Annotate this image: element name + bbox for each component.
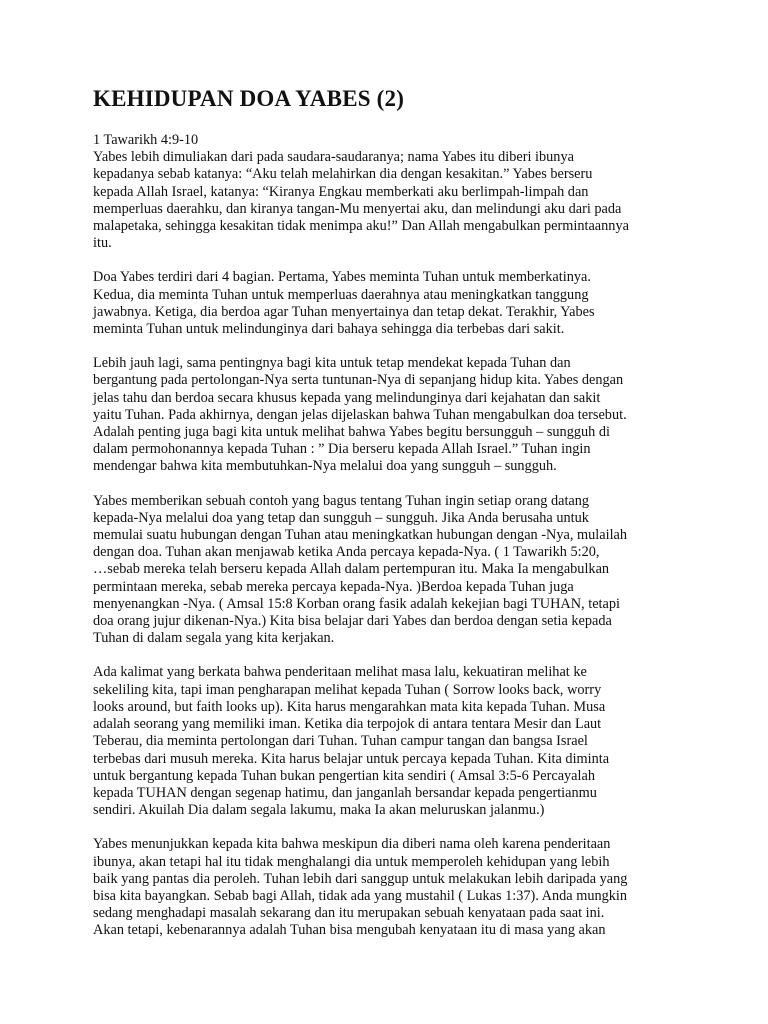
paragraph bbox=[93, 132, 668, 252]
text-line: sekeliling kita, tapi iman pengharapan melihat kepada Tuhan ( Sorrow looks back, worry bbox=[93, 681, 602, 698]
paragraph bbox=[93, 355, 668, 475]
text-line: dalam permohonannya kepada Tuhan : ” Dia berseru kepada Allah Israel.” Tuhan ingin bbox=[93, 441, 591, 458]
text-line: looks around, but faith looks up). Kita harus mengarahkan mata kita kepada Tuhan. Musa bbox=[93, 698, 606, 715]
paragraph bbox=[93, 664, 668, 819]
text-line: adalah seorang yang memiliki iman. Ketika dia terpojok di antara tentara Mesir dan Laut bbox=[93, 716, 602, 733]
text-line: Adalah penting juga bagi kita untuk melihat bahwa Yabes begitu bersungguh – sungguh di bbox=[93, 424, 610, 441]
text-line: mendengar bahwa kita membutuhkan-Nya melalui doa yang sungguh – sungguh. bbox=[93, 458, 557, 475]
text-line: kepada Allah Israel, katanya: “Kiranya Engkau memberkati aku berlimpah-limpah dan bbox=[93, 183, 589, 200]
text-line: 1 Tawarikh 4:9-10 bbox=[93, 132, 199, 148]
text-line: dengan doa. Tuhan akan menjawab ketika Anda percaya kepada-Nya. ( 1 Tawarikh 5:20, bbox=[93, 544, 600, 561]
text-line: bisa kita bayangkan. Sebab bagi Allah, tidak ada yang mustahil ( Lukas 1:37). Anda mungkin bbox=[93, 887, 628, 904]
text-line: baik yang pantas dia peroleh. Tuhan lebih dari sanggup untuk melakukan lebih daripada yang bbox=[93, 870, 628, 887]
text-line: kepadanya sebab katanya: “Aku telah melahirkan dia dengan kesakitan.” Yabes berseru bbox=[93, 166, 593, 183]
text-line: sedang menghadapi masalah sekarang dan itu merupakan sebuah kenyataan pada saat ini. bbox=[93, 905, 605, 922]
text-line: Kedua, dia meminta Tuhan untuk memperluas daerahnya atau meningkatkan tanggung bbox=[93, 286, 589, 303]
text-line: memulai suatu hubungan dengan Tuhan atau meningkatkan hubungan dengan -Nya, mulailah bbox=[93, 527, 628, 544]
text-line: kepada-Nya melalui doa yang tetap dan sungguh – sungguh. Jika Anda berusaha untuk bbox=[93, 509, 589, 526]
document-title: KEHIDUPAN DOA YABES (2) bbox=[93, 86, 405, 111]
text-line: Akan tetapi, kebenarannya adalah Tuhan bisa mengubah kenyataan itu di masa yang akan bbox=[93, 922, 606, 939]
text-line: jawabnya. Ketiga, dia berdoa agar Tuhan menyertainya dan tetap dekat. Terakhir, Yabes bbox=[93, 303, 595, 320]
text-line: untuk bergantung kepada Tuhan bukan pengertian kita sendiri ( Amsal 3:5-6 Percayalah bbox=[93, 767, 595, 784]
text-line: itu. bbox=[93, 235, 112, 252]
text-line: Yabes lebih dimuliakan dari pada saudara-saudaranya; nama Yabes itu diberi ibunya bbox=[93, 149, 574, 166]
text-line: terbebas dari musuh mereka. Kita harus belajar untuk percaya kepada Tuhan. Kita diminta bbox=[93, 750, 610, 767]
text-line: kepada TUHAN dengan segenap hatimu, dan janganlah bersandar kepada pengertianmu bbox=[93, 784, 597, 801]
text-line: …sebab mereka telah berseru kepada Allah dalam pertempuran itu. Maka Ia mengabulkan bbox=[93, 561, 610, 578]
text-line: Teberau, dia meminta pertolongan dari Tuhan. Tuhan campur tangan dan bangsa Israel bbox=[93, 733, 588, 750]
text-line: menyenangkan -Nya. ( Amsal 15:8 Korban orang fasik adalah kekejian bagi TUHAN, tetapi bbox=[93, 595, 620, 612]
document-page bbox=[93, 84, 668, 957]
text-line: jelas tahu dan berdoa secara khusus kepada yang melindunginya dari kejahatan dan sakit bbox=[93, 389, 601, 406]
text-line: Yabes menunjukkan kepada kita bahwa meskipun dia diberi nama oleh karena penderitaan bbox=[93, 836, 611, 853]
text-line: Doa Yabes terdiri dari 4 bagian. Pertama, Yabes meminta Tuhan untuk memberkatinya. bbox=[93, 269, 591, 286]
text-line: Lebih jauh lagi, sama pentingnya bagi kita untuk tetap mendekat kepada Tuhan dan bbox=[93, 355, 571, 372]
text-line: malapetaka, sehingga kesakitan tidak menimpa aku!” Dan Allah mengabulkan permintaannya bbox=[93, 218, 629, 235]
text-line: doa orang jujur dikenan-Nya.) Kita bisa belajar dari Yabes dan berdoa dengan setia kepada bbox=[93, 613, 612, 630]
text-line: Ada kalimat yang berkata bahwa penderitaan melihat masa lalu, kekuatiran melihat ke bbox=[93, 664, 587, 681]
text-line: Tuhan di dalam segala yang kita kerjakan. bbox=[93, 630, 335, 647]
text-line: ibunya, akan tetapi hal itu tidak menghalangi dia untuk memperoleh kehidupan yang lebih bbox=[93, 853, 610, 870]
paragraph bbox=[93, 493, 668, 648]
text-line: sendiri. Akuilah Dia dalam segala lakumu, maka Ia akan meluruskan jalanmu.) bbox=[93, 802, 545, 819]
text-line: bergantung pada pertolongan-Nya serta tuntunan-Nya di sepanjang hidup kita. Yabes dengan bbox=[93, 372, 624, 389]
text-line: memperluas daerahku, dan kiranya tangan-Mu menyertai aku, dan melindungi aku dari pada bbox=[93, 200, 622, 217]
document-body bbox=[93, 132, 668, 940]
paragraph bbox=[93, 836, 668, 939]
text-line: meminta Tuhan untuk melindunginya dari bahaya sehingga dia terbebas dari sakit. bbox=[93, 321, 565, 338]
text-line: Yabes memberikan sebuah contoh yang bagus tentang Tuhan ingin setiap orang datang bbox=[93, 492, 590, 509]
paragraph bbox=[93, 269, 668, 338]
text-line: yaitu Tuhan. Pada akhirnya, dengan jelas dijelaskan bahwa Tuhan mengabulkan doa tersebut. bbox=[93, 406, 627, 423]
text-line: permintaan mereka, sebab mereka percaya kepada-Nya. )Berdoa kepada Tuhan juga bbox=[93, 578, 574, 595]
